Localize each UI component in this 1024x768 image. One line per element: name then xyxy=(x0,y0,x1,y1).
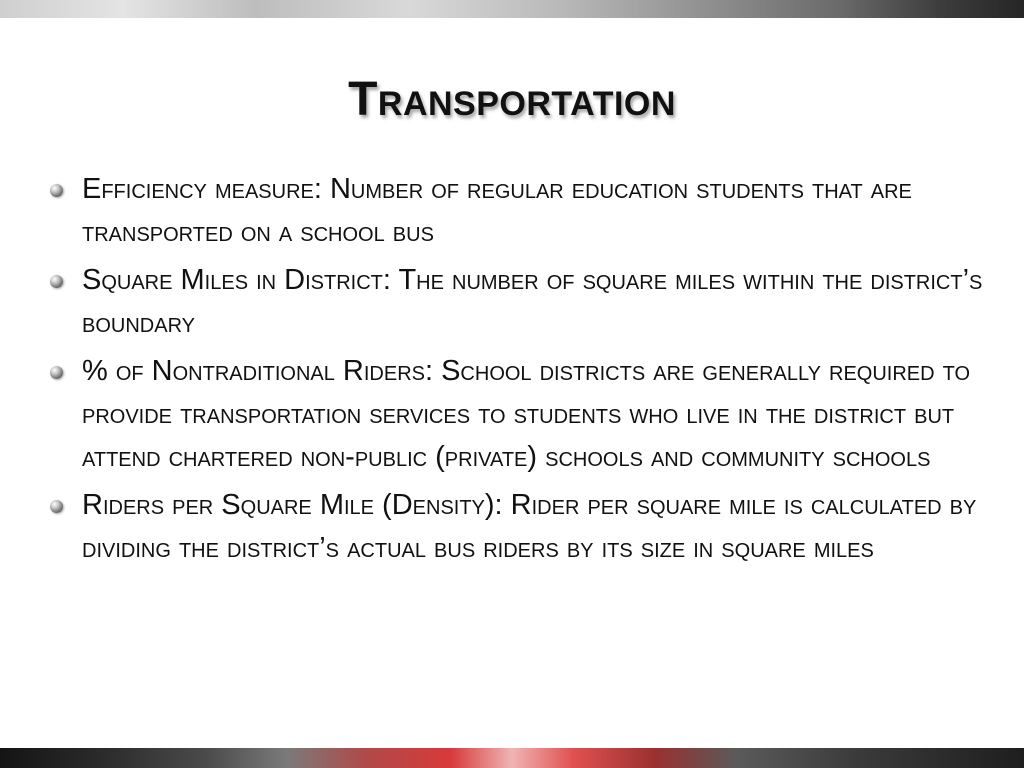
bullet-text: Efficiency measure: Number of regular education students that are transported on a school bus xyxy=(82,173,912,248)
bullet-text: % of Nontraditional Riders: School districts are generally required to provide transportation services to students who live in the district but attend chartered non-public (private) schools and community schools xyxy=(82,355,971,473)
bullet-dot-icon xyxy=(50,366,63,379)
bullet-text: Square Miles in District: The number of square miles within the district’s boundary xyxy=(82,264,983,339)
bullet-dot-icon xyxy=(50,500,63,513)
slide-title: Transportation xyxy=(348,73,676,126)
bullet-item-riders-per-square-mile xyxy=(44,484,994,570)
bullet-dot-icon xyxy=(50,184,63,197)
bullet-item-efficiency-measure xyxy=(44,168,994,254)
top-decorative-band xyxy=(0,0,1024,18)
bottom-decorative-band xyxy=(0,748,1024,768)
bullet-item-square-miles xyxy=(44,259,994,345)
bullet-list xyxy=(44,168,994,575)
bullet-text: Riders per Square Mile (Density): Rider per square mile is calculated by dividing the district’s actual bus riders by its size in square miles xyxy=(82,489,977,564)
bullet-item-nontraditional-riders xyxy=(44,350,994,479)
bullet-dot-icon xyxy=(50,275,63,288)
